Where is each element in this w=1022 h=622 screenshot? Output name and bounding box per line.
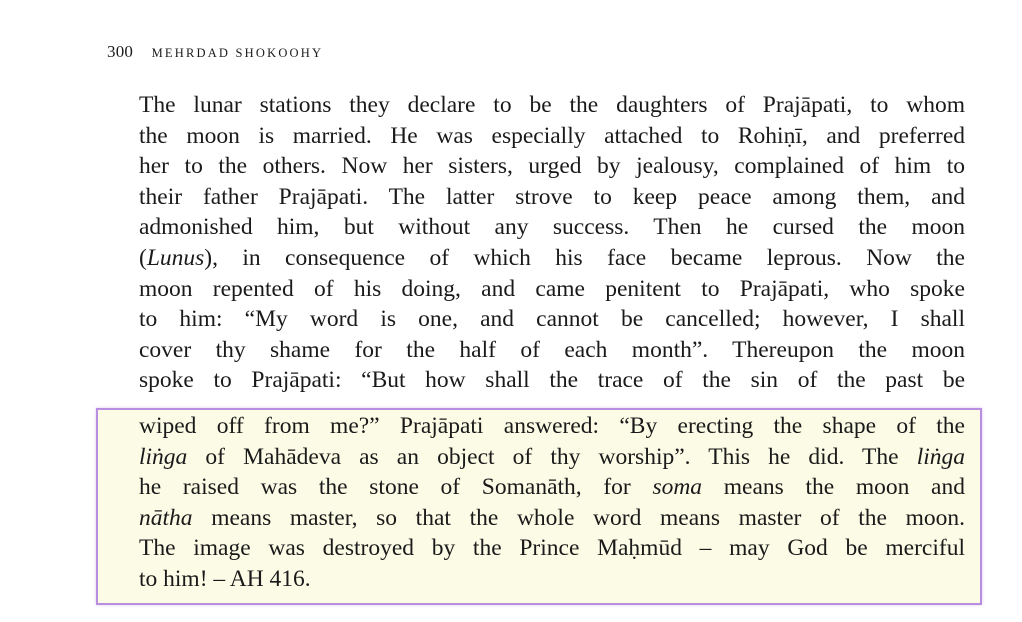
highlighted-line (139, 472, 965, 503)
italic-term-linga: liṅga (139, 443, 188, 470)
highlighted-line: The image was destroyed by the Prince Maḥmūd – may God be merciful (139, 535, 965, 562)
passage-line: her to the others. Now her sisters, urged by jealousy, complained of him to (139, 153, 965, 180)
italic-term-linga: liṅga (916, 443, 965, 470)
passage-line-text: ), in consequence of which his face became leprous. Now the (204, 244, 965, 271)
passage-line: The lunar stations they declare to be the daughters of Prajāpati, to whom (139, 92, 965, 118)
italic-term-natha: nātha (139, 504, 193, 531)
highlighted-line-text: means master, so that the whole word means master of the moon. (192, 504, 965, 531)
highlighted-line (139, 503, 965, 534)
quoted-passage (139, 90, 965, 396)
passage-line: moon repented of his doing, and came penitent to Prajāpati, who spoke (139, 275, 965, 302)
passage-line: to him: “My word is one, and cannot be cancelled; however, I shall (139, 306, 965, 333)
italic-term-soma: soma (652, 474, 703, 501)
passage-line: the moon is married. He was especially attached to Rohiṇī, and preferred (139, 122, 965, 149)
highlighted-line-text: of Mahādeva as an object of thy worship”. This he did. The (187, 443, 917, 470)
passage-line: cover thy shame for the half of each month”. Thereupon the moon (139, 336, 965, 363)
italic-term-lunus: Lunus (146, 244, 205, 271)
running-head-author: MEHRDAD SHOKOOHY (151, 46, 324, 60)
page-header (107, 42, 323, 62)
passage-line: spoke to Prajāpati: “But how shall the trace of the sin of the past be (139, 367, 965, 394)
highlighted-line: to him! – AH 416. (139, 565, 311, 592)
highlighted-line (139, 442, 965, 473)
passage-line: admonished him, but without any success. Then he cursed the moon (139, 214, 965, 241)
passage-line: (Lunus), in consequence of which his face became leprous. Now the (139, 244, 965, 271)
passage-line: their father Prajāpati. The latter strove to keep peace among them, and (139, 183, 965, 210)
highlighted-line-text: means the moon and (702, 474, 965, 501)
highlighted-passage (139, 411, 965, 595)
page-number: 300 (107, 42, 134, 61)
highlighted-line-text: he raised was the stone of Somanāth, for (139, 474, 653, 501)
highlighted-line: wiped off from me?” Prajāpati answered: “By erecting the shape of the (139, 413, 965, 439)
